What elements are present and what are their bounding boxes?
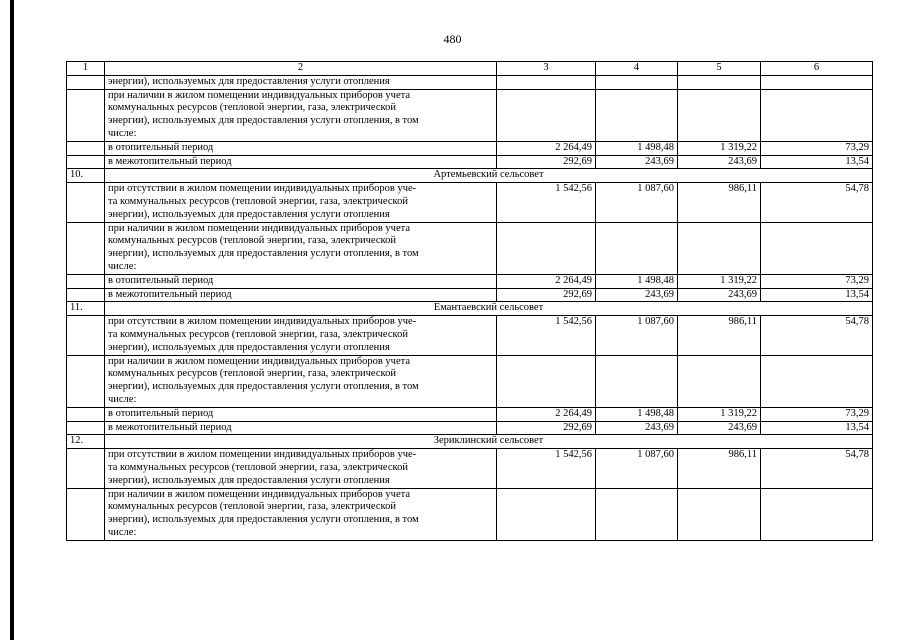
value-cell: 54,78: [761, 449, 873, 488]
row-index-cell: [67, 222, 105, 274]
value-cell: 1 542,56: [497, 449, 596, 488]
value-cell: [678, 355, 761, 407]
table-row: [67, 274, 873, 288]
value-cell: 1 319,22: [678, 274, 761, 288]
text-line: энергии), используемых для предоставления услуги отопления: [108, 208, 390, 220]
section-title: Зериклинский сельсовет: [105, 435, 873, 449]
page-number: 480: [443, 32, 462, 46]
value-cell: 986,11: [678, 183, 761, 222]
value-cell: 1 542,56: [497, 183, 596, 222]
value-cell: 1 319,22: [678, 407, 761, 421]
row-index-cell: [67, 75, 105, 89]
table-row: [67, 407, 873, 421]
value-cell: 292,69: [497, 288, 596, 302]
text-line: числе:: [108, 260, 137, 272]
row-index-cell: [67, 316, 105, 355]
value-cell: 292,69: [497, 421, 596, 435]
row-description: в межотопительный период: [105, 155, 497, 169]
row-description: [105, 488, 497, 540]
text-line: коммунальных ресурсов (тепловой энергии, газа, электрической: [108, 368, 396, 380]
section-number: 12.: [67, 435, 105, 449]
tariff-table: [66, 61, 873, 541]
row-index-cell: [67, 421, 105, 435]
text-line: числе:: [108, 393, 137, 405]
value-cell: 54,78: [761, 316, 873, 355]
table-row: [67, 355, 873, 407]
table-row: [67, 449, 873, 488]
row-description: в отопительный период: [105, 141, 497, 155]
column-header: 4: [596, 62, 678, 76]
value-cell: 1 542,56: [497, 316, 596, 355]
value-cell: 13,54: [761, 421, 873, 435]
text-line: при наличии в жилом помещении индивидуальных приборов учета: [108, 355, 410, 367]
value-cell: 1 498,48: [596, 274, 678, 288]
value-cell: 1 087,60: [596, 183, 678, 222]
value-cell: [596, 75, 678, 89]
value-cell: 1 319,22: [678, 141, 761, 155]
row-description: в отопительный период: [105, 407, 497, 421]
row-index-cell: [67, 488, 105, 540]
value-cell: [678, 89, 761, 141]
text-line: та коммунальных ресурсов (тепловой энергии, газа, электрической: [108, 195, 408, 207]
row-index-cell: [67, 274, 105, 288]
row-description: в отопительный период: [105, 274, 497, 288]
value-cell: 1 498,48: [596, 141, 678, 155]
section-row: [67, 302, 873, 316]
value-cell: [761, 488, 873, 540]
value-cell: [497, 488, 596, 540]
section-row: [67, 169, 873, 183]
row-index-cell: [67, 89, 105, 141]
table-row: [67, 89, 873, 141]
text-line: при отсутствии в жилом помещении индивидуальных приборов уче-: [108, 316, 417, 328]
text-line: энергии), используемых для предоставления услуги отопления: [108, 341, 390, 353]
row-description: [105, 222, 497, 274]
table-row: [67, 183, 873, 222]
value-cell: 243,69: [596, 421, 678, 435]
text-line: числе:: [108, 127, 137, 139]
value-cell: [497, 222, 596, 274]
value-cell: 292,69: [497, 155, 596, 169]
value-cell: 2 264,49: [497, 141, 596, 155]
text-line: энергии), используемых для предоставления услуги отопления: [108, 474, 390, 486]
value-cell: [761, 355, 873, 407]
text-line: при отсутствии в жилом помещении индивидуальных приборов уче-: [108, 449, 417, 461]
text-line: та коммунальных ресурсов (тепловой энергии, газа, электрической: [108, 328, 408, 340]
value-cell: [761, 75, 873, 89]
table-row: [67, 316, 873, 355]
value-cell: 243,69: [596, 155, 678, 169]
text-line: при наличии в жилом помещении индивидуальных приборов учета: [108, 222, 410, 234]
value-cell: 243,69: [678, 155, 761, 169]
row-index-cell: [67, 407, 105, 421]
table-row: [67, 288, 873, 302]
value-cell: [497, 89, 596, 141]
text-line: коммунальных ресурсов (тепловой энергии, газа, электрической: [108, 235, 396, 247]
section-title: Емантаевский сельсовет: [105, 302, 873, 316]
column-header: 2: [105, 62, 497, 76]
value-cell: 1 087,60: [596, 449, 678, 488]
column-header: 6: [761, 62, 873, 76]
value-cell: 13,54: [761, 288, 873, 302]
value-cell: [596, 89, 678, 141]
scan-edge-bar: [10, 0, 14, 640]
row-description: [105, 89, 497, 141]
value-cell: 1 498,48: [596, 407, 678, 421]
value-cell: [761, 89, 873, 141]
table-row: [67, 75, 873, 89]
value-cell: 73,29: [761, 141, 873, 155]
section-number: 11.: [67, 302, 105, 316]
value-cell: 73,29: [761, 274, 873, 288]
value-cell: 13,54: [761, 155, 873, 169]
value-cell: 986,11: [678, 449, 761, 488]
value-cell: 2 264,49: [497, 407, 596, 421]
section-row: [67, 435, 873, 449]
text-line: при отсутствии в жилом помещении индивидуальных приборов уче-: [108, 183, 417, 195]
row-description: [105, 355, 497, 407]
row-description: [105, 449, 497, 488]
text-line: энергии), используемых для предоставления услуги отопления, в том: [108, 381, 419, 393]
column-header: 3: [497, 62, 596, 76]
section-title: Артемьевский сельсовет: [105, 169, 873, 183]
column-header-row: [67, 62, 873, 76]
value-cell: 1 087,60: [596, 316, 678, 355]
section-number: 10.: [67, 169, 105, 183]
text-line: числе:: [108, 526, 137, 538]
value-cell: 243,69: [678, 421, 761, 435]
value-cell: 986,11: [678, 316, 761, 355]
row-description: [105, 183, 497, 222]
value-cell: [678, 75, 761, 89]
value-cell: [596, 222, 678, 274]
row-index-cell: [67, 183, 105, 222]
text-line: та коммунальных ресурсов (тепловой энергии, газа, электрической: [108, 461, 408, 473]
value-cell: 73,29: [761, 407, 873, 421]
text-line: коммунальных ресурсов (тепловой энергии, газа, электрической: [108, 501, 396, 513]
value-cell: [497, 75, 596, 89]
text-line: энергии), используемых для предоставления услуги отопления, в том: [108, 514, 419, 526]
value-cell: 243,69: [596, 288, 678, 302]
value-cell: [678, 222, 761, 274]
row-description: в межотопительный период: [105, 288, 497, 302]
value-cell: 243,69: [678, 288, 761, 302]
value-cell: [596, 355, 678, 407]
table-row: [67, 222, 873, 274]
row-index-cell: [67, 449, 105, 488]
table-row: [67, 155, 873, 169]
text-line: при наличии в жилом помещении индивидуальных приборов учета: [108, 89, 410, 101]
value-cell: [596, 488, 678, 540]
row-index-cell: [67, 355, 105, 407]
text-line: коммунальных ресурсов (тепловой энергии, газа, электрической: [108, 102, 396, 114]
row-description: в межотопительный период: [105, 421, 497, 435]
value-cell: [678, 488, 761, 540]
column-header: 1: [67, 62, 105, 76]
row-description: энергии), используемых для предоставления услуги отопления: [105, 75, 497, 89]
table-row: [67, 421, 873, 435]
row-index-cell: [67, 155, 105, 169]
table-row: [67, 141, 873, 155]
text-line: при наличии в жилом помещении индивидуальных приборов учета: [108, 488, 410, 500]
value-cell: [497, 355, 596, 407]
row-index-cell: [67, 141, 105, 155]
row-index-cell: [67, 288, 105, 302]
value-cell: 2 264,49: [497, 274, 596, 288]
value-cell: 54,78: [761, 183, 873, 222]
table-row: [67, 488, 873, 540]
value-cell: [761, 222, 873, 274]
row-description: [105, 316, 497, 355]
column-header: 5: [678, 62, 761, 76]
text-line: энергии), используемых для предоставления услуги отопления, в том: [108, 248, 419, 260]
text-line: энергии), используемых для предоставления услуги отопления, в том: [108, 115, 419, 127]
